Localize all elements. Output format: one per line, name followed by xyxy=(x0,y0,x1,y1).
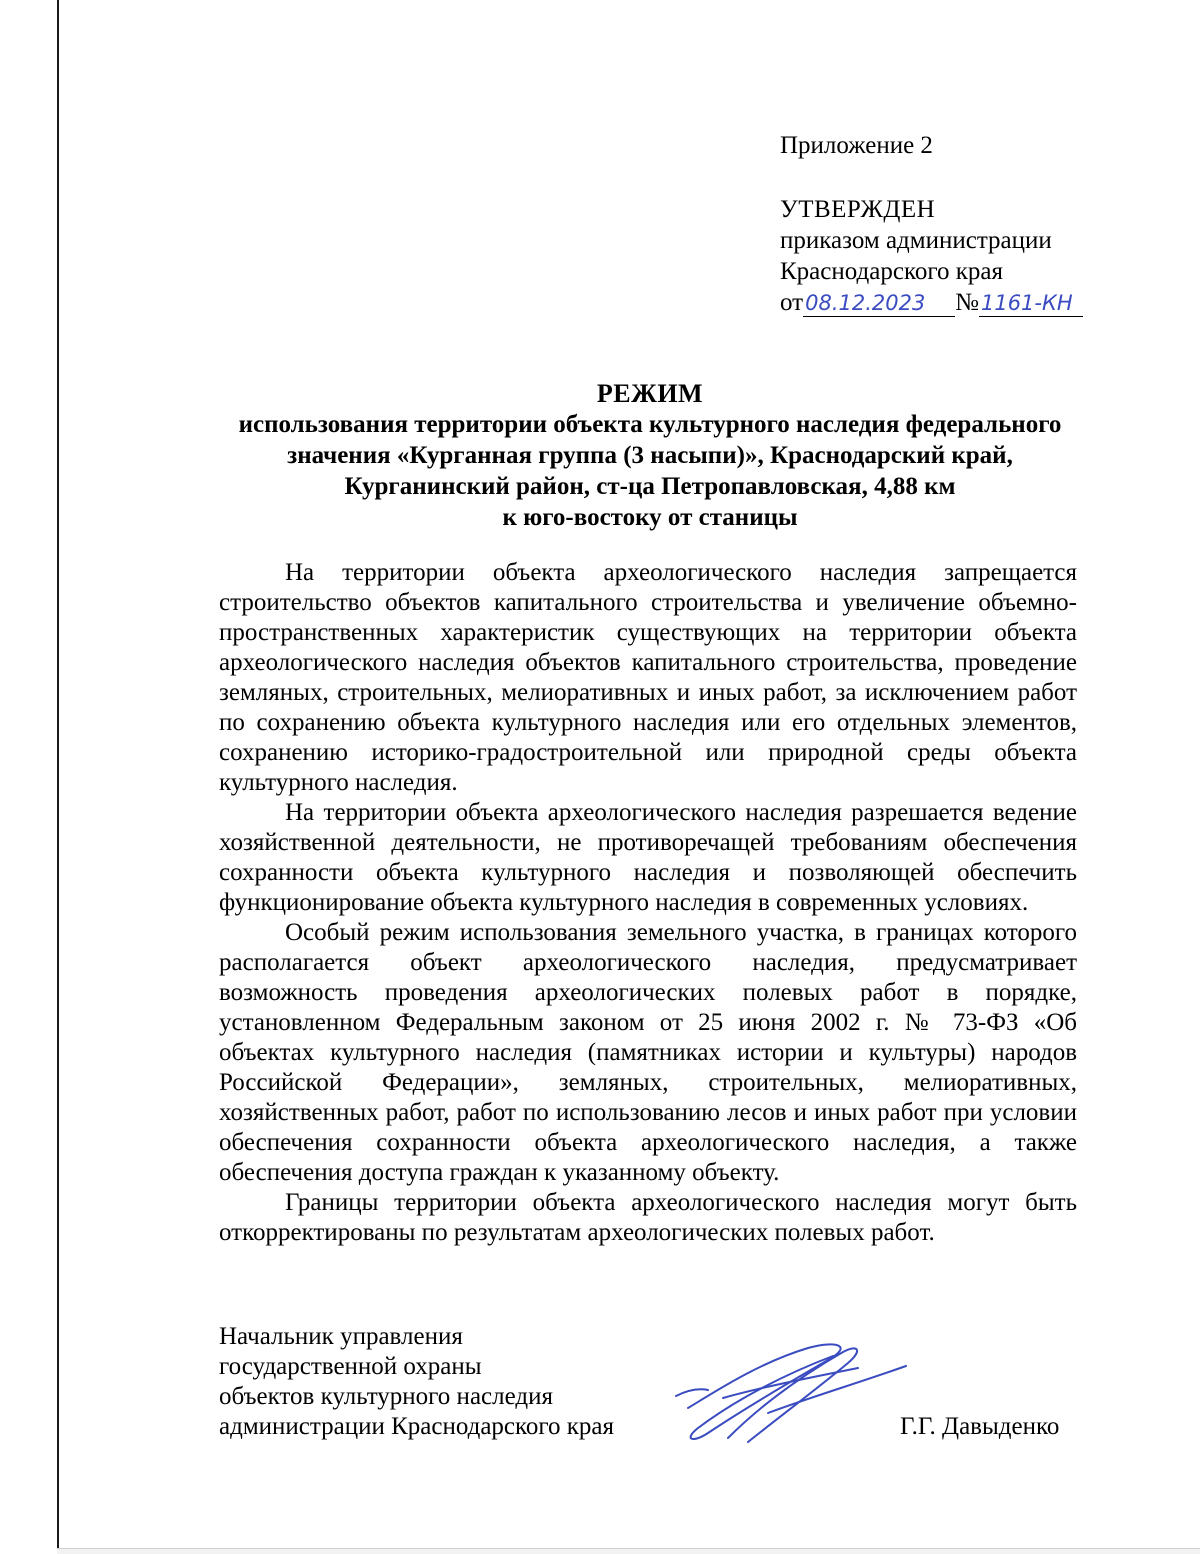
handwritten-order-number: 1161-КН xyxy=(979,290,1083,317)
number-label: № xyxy=(955,289,979,316)
paragraph-prohibitions: На территории объекта археологического наследия запрещается строительство объектов капитального строительства и увеличение объемно-пространственных характеристик существующих на территории объекта археологического наследия объектов капитального строительства, проведение земляных, строительных, мелиоративных и иных работ, за исключением работ по сохранению объекта культурного наследия или его отдельных элементов, сохранению историко-градостроительной или природной среды объекта культурного наследия. xyxy=(219,559,1077,796)
order-reference xyxy=(780,287,1140,318)
scan-left-edge xyxy=(57,0,59,1553)
signatory-name: Г.Г. Давыденко xyxy=(900,1413,1060,1440)
paragraph-boundaries: Границы территории объекта археологического наследия могут быть откорректированы по результатам археологических полевых работ. xyxy=(219,1189,1077,1246)
position-line: Начальник управления xyxy=(219,1323,463,1350)
scan-bottom-edge xyxy=(57,1548,1200,1554)
subtitle-line: Курганинский район, ст-ца Петропавловская, 4,88 км xyxy=(344,473,956,500)
document-title: РЕЖИМ xyxy=(596,379,704,408)
approved-label: УТВЕРЖДЕН xyxy=(780,196,936,223)
subtitle-line: значения «Курганная группа (3 насыпи)», Краснодарский край, xyxy=(287,442,1013,469)
from-label: от xyxy=(780,289,804,316)
position-line: администрации Краснодарского края xyxy=(219,1413,615,1440)
paragraph-special-regime: Особый режим использования земельного участка, в границах которого располагается объект археологического наследия, предусматривает возможность проведения археологических полевых работ в порядке, установленном Федеральным законом от 25 июня 2002 г. № 73-ФЗ «Об объектах культурного наследия (памятниках истории и культуры) народов Российской Федерации», земляных, строительных, мелиоративных, хозяйственных работ, работ по использованию лесов и иных работ при условии обеспечения сохранности объекта археологического наследия, а также обеспечения доступа граждан к указанному объекту. xyxy=(219,919,1077,1186)
position-line: объектов культурного наследия xyxy=(219,1383,553,1410)
appendix-label: Приложение 2 xyxy=(780,132,933,159)
handwritten-date: 08.12.2023 xyxy=(803,290,955,317)
approval-line-2: Краснодарского края xyxy=(780,258,1003,285)
document-body xyxy=(219,558,1077,1248)
approval-stamp-block xyxy=(780,130,1140,318)
handwritten-signature xyxy=(668,1338,913,1450)
paragraph-permitted-activity: На территории объекта археологического наследия разрешается ведение хозяйственной деятельности, не противоречащей требованиям обеспечения сохранности объекта культурного наследия и позволяющей обеспечить функционирование объекта культурного наследия в современных условиях. xyxy=(219,799,1077,916)
approval-line-1: приказом администрации xyxy=(780,227,1052,254)
subtitle-line: к юго-востоку от станицы xyxy=(502,504,798,531)
document-title-block xyxy=(200,378,1100,533)
signatory-position xyxy=(219,1322,614,1442)
subtitle-line: использования территории объекта культурного наследия федерального xyxy=(238,411,1062,438)
position-line: государственной охраны xyxy=(219,1353,482,1380)
